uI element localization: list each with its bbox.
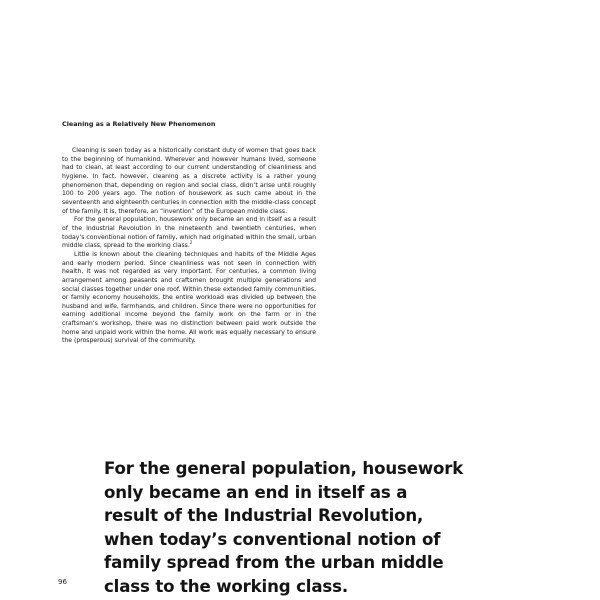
pull-quote: For the general population, housework only became an end in itself as a result of the Industrial Revolution, when today’s conventional notion of family spread from the urban middle class to the working class. — [104, 459, 464, 596]
footnote-marker[interactable]: 2 — [189, 240, 193, 246]
page-number: 96 — [58, 578, 67, 586]
paragraph-1: Cleaning is seen today as a historically constant duty of women that goes back to the beginning of humankind. Wherever and however humans lived, someone had to clean, at least according to our current understanding of cleanliness and hygiene. In fact, however, cleaning as a discrete activity is a rather young phenomenon that, depending on region and social class, didn’t arise until roughly 100 to 200 years ago. The notion of housework as such came about in the seventeenth and eighteenth centuries in connection with the middle-class concept of the family. It is, therefore, an “invention” of the European middle class. — [62, 147, 316, 215]
body-text — [62, 147, 316, 346]
section-heading: Cleaning as a Relatively New Phenomenon — [62, 120, 216, 128]
paragraph-3: Little is known about the cleaning techniques and habits of the Middle Ages and early modern period. Since cleanliness was not seen in connection with health, it was not regarded as very important. For centuries, a common living arrangement among peasants and craftsmen brought multiple generations and social classes together under one roof. Within these extended family communities, or family economy households, the entire workload was divided up between the husband and wife, farmhands, and children. Since there were no opportunities for earning additional income beyond the family work on the farm or in the craftsman’s workshop, there was no distinction between paid work outside the home and unpaid work within the home. All work was equally necessary to ensure the (prosperous) survival of the community. — [62, 250, 316, 345]
article-section — [62, 120, 316, 346]
paragraph-2-text: For the general population, housework only became an end in itself as a result of the Industrial Revolution in the nineteenth and twentieth centuries, when today’s conventional notion of family, which had originated within the small, urban middle class, spread to the working class. — [62, 216, 316, 250]
paragraph-2 — [62, 216, 316, 251]
